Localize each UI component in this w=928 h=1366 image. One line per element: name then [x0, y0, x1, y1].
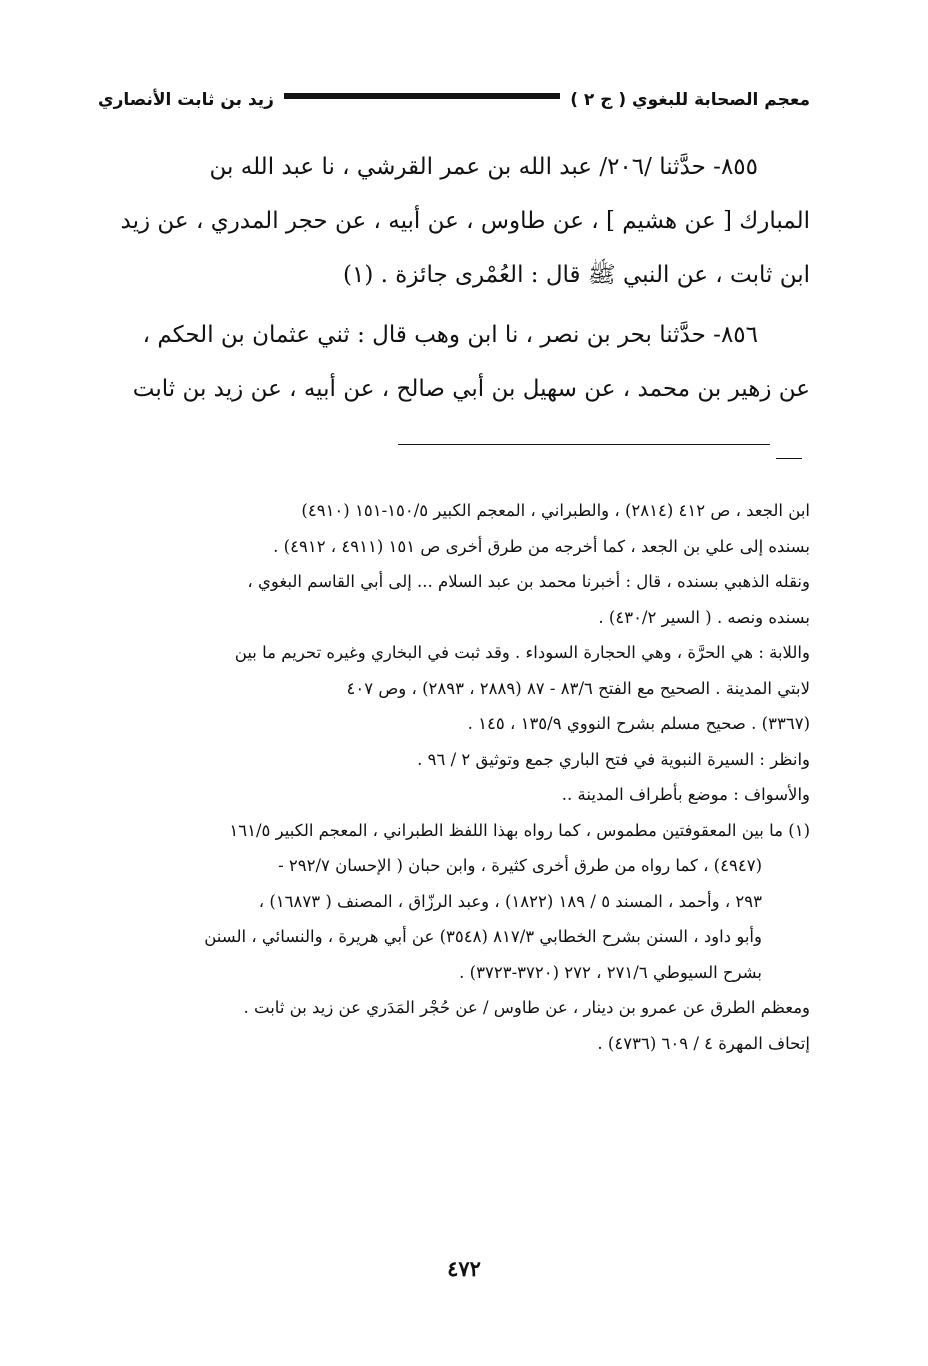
footnote-line: ونقله الذهبي بسنده ، قال : أخبرنا محمد بن عبد السلام ... إلى أبي القاسم البغوي ، [247, 572, 810, 591]
footnote-line: بسنده ونصه . ( السير ٤٣٠/٢) . [598, 607, 810, 627]
running-header [98, 80, 810, 120]
footnote-line: بشرح السيوطي ٢٧١/٦ ، ٢٧٢ (٣٧٢٠-٣٧٢٣) . [459, 962, 762, 982]
footnote-line: بسنده إلى علي بن الجعد ، كما أخرجه من طرق أخرى ص ١٥١ (٤٩١١ ، ٤٩١٢) . [273, 536, 810, 556]
footnote-separator [398, 444, 770, 445]
page-number: ٤٧٢ [447, 1256, 481, 1281]
footnote-continuation-mark [776, 458, 802, 459]
body-line: ٨٥٦- حدَّثنا بحر بن نصر ، نا ابن وهب قال : ثني عثمان بن الحكم ، [142, 322, 758, 348]
footnote-line: وأبو داود ، السنن بشرح الخطابي ٨١٧/٣ (٣٥٤٨) عن أبي هريرة ، والنسائي ، السنن [204, 927, 762, 946]
footnote-line: وانظر : السيرة النبوية في فتح الباري جمع وتوثيق ٢ / ٩٦ . [417, 749, 810, 769]
footnote-line: (٤٩٤٧) ، كما رواه من طرق أخرى كثيرة ، وابن حبان ( الإحسان ٢٩٢/٧ - [278, 856, 762, 875]
footnote-line: (١) ما بين المعقوفتين مطموس ، كما رواه بهذا اللفظ الطبراني ، المعجم الكبير ١٦١/٥ [229, 820, 810, 840]
header-rule [284, 93, 560, 99]
footnote-line: ابن الجعد ، ص ٤١٢ (٢٨١٤) ، والطبراني ، المعجم الكبير ١٥٠/٥-١٥١ (٤٩١٠) [301, 501, 810, 520]
body-line: المبارك [ عن هشيم ] ، عن طاوس ، عن أبيه ، عن حجر المدري ، عن زيد [120, 208, 810, 234]
header-book-title: معجم الصحابة للبغوي ( ج ٢ ) [570, 90, 810, 110]
footnote-line: إتحاف المهرة ٤ / ٦٠٩ (٤٧٣٦) . [597, 1033, 810, 1053]
body-line: عن زهير بن محمد ، عن سهيل بن أبي صالح ، عن أبيه ، عن زيد بن ثابت [132, 376, 810, 402]
footnote-line: لابتي المدينة . الصحيح مع الفتح ٨٣/٦ - ٨٧ (٢٨٨٩ ، ٢٨٩٣) ، وص ٤٠٧ [346, 678, 810, 698]
footnote-line: ٢٩٣ ، وأحمد ، المسند ٥ / ١٨٩ (١٨٢٢) ، وعبد الرزّاق ، المصنف ( ١٦٨٧٣) ، [258, 891, 762, 911]
main-text [98, 140, 810, 416]
footnote-line: (٣٣٦٧) . صحيح مسلم بشرح النووي ١٣٥/٩ ، ١٤٥ . [467, 714, 810, 733]
footnote-line: والأسواف : موضع بأطراف المدينة .. [561, 785, 810, 804]
footnote-line: ومعظم الطرق عن عمرو بن دينار ، عن طاوس / عن حُجْر المَدَري عن زيد بن ثابت . [243, 998, 810, 1017]
footnote-line: واللابة : هي الحرَّة ، وهي الحجارة السوداء . وقد ثبت في البخاري وغيره تحريم ما بين [234, 643, 810, 662]
body-line: ابن ثابت ، عن النبي ﷺ قال : العُمْرى جائزة . (١) [343, 262, 810, 288]
header-section-title: زيد بن ثابت الأنصاري [98, 90, 274, 110]
body-line: ٨٥٥- حدَّثنا /٢٠٦/ عبد الله بن عمر القرشي ، نا عبد الله بن [209, 154, 758, 180]
footnotes [98, 493, 810, 1061]
